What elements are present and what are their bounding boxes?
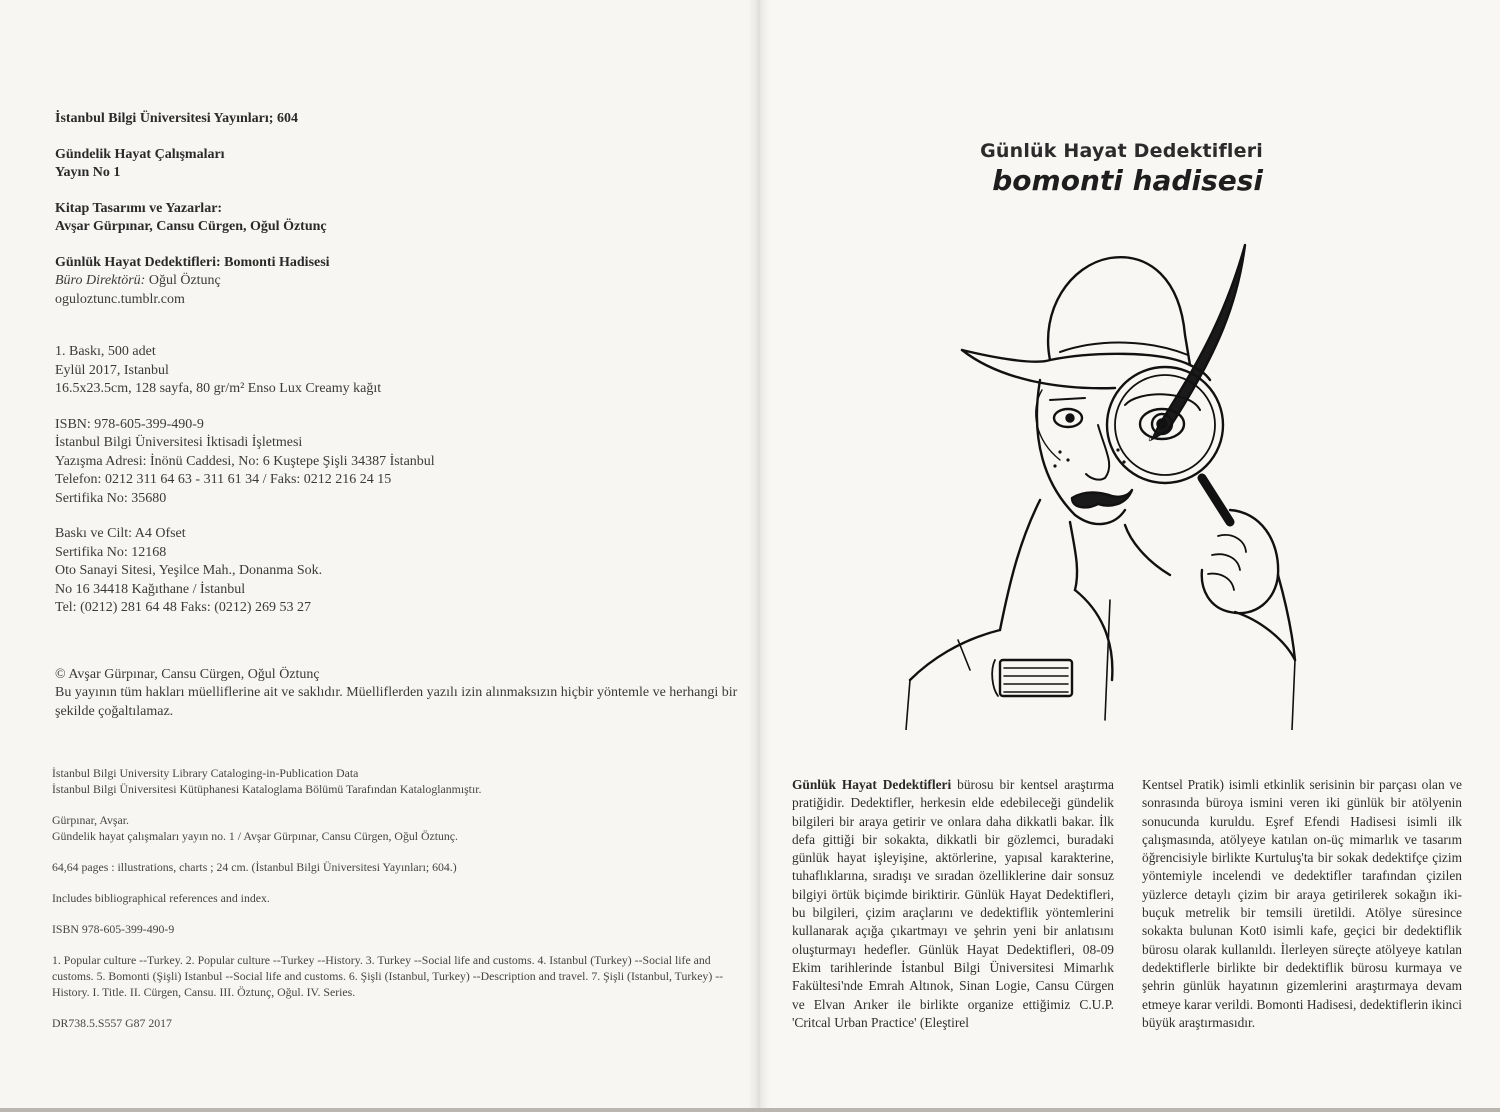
- rights-text: Bu yayının tüm hakları müelliflerine ait ve saklıdır. Müelliflerden yazılı izin alınmaksızın hiçbir yöntemle ve herhangi bir şekilde çoğaltılamaz.: [55, 685, 738, 719]
- imprint-block: [55, 110, 745, 738]
- cip-author: Gürpınar, Avşar.: [52, 813, 129, 827]
- series-name: Gündelik Hayat Çalışmaları: [55, 146, 225, 162]
- intro-text-left: bürosu bir kentsel araştırma pratiğidir. Dedektifler, herkesin elde edebileceği gündelik bilgileri bir araya getirir ve onlara daha dikkatli bakar. İlk defa gittiği bir sokakta, dikkatli bir gözlemci, buradaki günlük hayat işleyişine, aktörlerine, yapısal karakterine, tuhaflıklarına, sıradışı ve sıradan özelliklerine dair sonsuz bilgiyi örtük biçimde biriktirir. Günlük Hayat Dedektifleri, bu bilgileri, çizim araçlarını ve dedektiflik yöntemlerini kullanarak açığa çıkartmayı ve şehrin yeni bir anlatısını oluşturmayı hedefler. Günlük Hayat Dedektifleri, 08-09 Ekim tarihlerinde İstanbul Bilgi Üniversitesi Mimarlık Fakültesi'nde Emrah Altınok, Sinan Logie, Cansu Cürgen ve Elvan Arıker ile birlikte organize ettiğimiz C.U.P. 'Critcal Urban Practice' (Eleştirel: [792, 777, 1115, 1030]
- isbn-line: Yazışma Adresi: İnönü Caddesi, No: 6 Kuştepe Şişli 34387 İstanbul: [55, 453, 435, 469]
- detective-illustration: [900, 240, 1300, 730]
- title-block: [960, 140, 1263, 197]
- series-no: Yayın No 1: [55, 165, 121, 180]
- cip-author: Gündelik hayat çalışmaları yayın no. 1 / Avşar Gürpınar, Cansu Cürgen, Oğul Öztunç.: [52, 829, 458, 843]
- cip-isbn: ISBN 978-605-399-490-9: [52, 922, 175, 936]
- feather-icon: [1150, 245, 1245, 440]
- print-line: No 16 34418 Kağıthane / İstanbul: [55, 581, 246, 597]
- cip-header: İstanbul Bilgi Üniversitesi Kütüphanesi Kataloglama Bölümü Tarafından Kataloglanmıştır.: [52, 782, 482, 796]
- design-label: Kitap Tasarımı ve Yazarlar:: [55, 200, 223, 216]
- intro-column-left: [792, 776, 1114, 1032]
- isbn-line: ISBN: 978-605-399-490-9: [55, 416, 204, 432]
- website: oguloztunc.tumblr.com: [55, 291, 185, 307]
- director-name: Oğul Öztunç: [145, 273, 221, 288]
- copyright-line: © Avşar Gürpınar, Cansu Cürgen, Oğul Öztunç: [55, 666, 320, 682]
- page-edge: [0, 1108, 1500, 1112]
- edition-line: 16.5x23.5cm, 128 sayfa, 80 gr/m² Enso Lux Creamy kağıt: [55, 381, 382, 396]
- publisher-series: İstanbul Bilgi Üniversitesi Yayınları; 604: [55, 111, 298, 126]
- isbn-line: Telefon: 0212 311 64 63 - 311 61 34 / Faks: 0212 216 24 15: [55, 472, 392, 487]
- isbn-line: Sertifika No: 35680: [55, 490, 167, 506]
- authors: Avşar Gürpınar, Cansu Cürgen, Oğul Öztunç: [55, 219, 327, 234]
- edition-line: Eylül 2017, Istanbul: [55, 362, 169, 378]
- edition-line: 1. Baskı, 500 adet: [55, 344, 156, 359]
- print-line: Oto Sanayi Sitesi, Yeşilce Mah., Donanma Sok.: [55, 563, 323, 578]
- cip-block: [52, 765, 742, 1046]
- title-line-2: bomonti hadisesi: [992, 164, 1263, 197]
- cip-subjects: 1. Popular culture --Turkey. 2. Popular culture --Turkey --History. 3. Turkey --Social life and customs. 4. Istanbul (Turkey) --Social life and customs. 5. Bomonti (Şişli) Istanbul --Social life and customs. 6. Şişli (Istanbul, Turkey) --Description and travel. 7. Şişli (Istanbul, Turkey) --History. I. Title. II. Cürgen, Cansu. III. Öztunç, Oğul. IV. Series.: [52, 953, 724, 999]
- director-label: Büro Direktörü:: [55, 273, 146, 288]
- print-line: Sertifika No: 12168: [55, 544, 167, 560]
- isbn-line: İstanbul Bilgi Üniversitesi İktisadi İşletmesi: [55, 435, 303, 450]
- intro-lead: Günlük Hayat Dedektifleri: [792, 777, 952, 792]
- book-title: Günlük Hayat Dedektifleri: Bomonti Hadisesi: [55, 254, 330, 270]
- print-line: Tel: (0212) 281 64 48 Faks: (0212) 269 53 27: [55, 600, 312, 615]
- cip-header: İstanbul Bilgi University Library Cataloging-in-Publication Data: [52, 766, 359, 780]
- cip-includes: Includes bibliographical references and index.: [52, 891, 270, 905]
- director-line: [55, 272, 745, 291]
- print-line: Baskı ve Cilt: A4 Ofset: [55, 526, 186, 541]
- intro-column-right: [1142, 776, 1462, 1032]
- cip-callno: DR738.5.S557 G87 2017: [52, 1016, 172, 1030]
- badge-icon: [992, 660, 1072, 696]
- intro-text-right: Kentsel Pratik) isimli etkinlik serisinin bir parçası olan ve sonrasında büroya ismini veren iki günlük bir atölyenin sonucunda kuruldu. Eşref Efendi Hadisesi isimli ilk çalışmasında, atölyeye katılan on-üç mimarlık ve tasarım öğrencisiyle birlikte Kurtuluş'ta bir sokak dedektifçe çizim yöntemiyle incelendi ve dedektifler tarafından çizilen yüzlerce detaylı çizim bir araya getirilerek sokağın iki-buçuk metrelik bir temsili üretildi. Atölye süresince sokakta bulunan Kot0 isimli kafe, geçici bir dedektiflik bürosu olarak kullanıldı. İlerleyen süreçte atölyeye katılan dedektiflerle birlikte bir dedektiflik bürosu kurmaya ve şehrin günlük hayatının gizemlerini araştırmaya devam etmeye karar verildi. Bomonti Hadisesi, dedektiflerin ikinci büyük araştırmasıdır.: [1142, 777, 1462, 1030]
- book-gutter: [748, 0, 770, 1112]
- cip-pages: 64,64 pages : illustrations, charts ; 24 cm. (İstanbul Bilgi Üniversitesi Yayınları; 604.): [52, 860, 457, 874]
- title-line-1: Günlük Hayat Dedektifleri: [980, 140, 1263, 162]
